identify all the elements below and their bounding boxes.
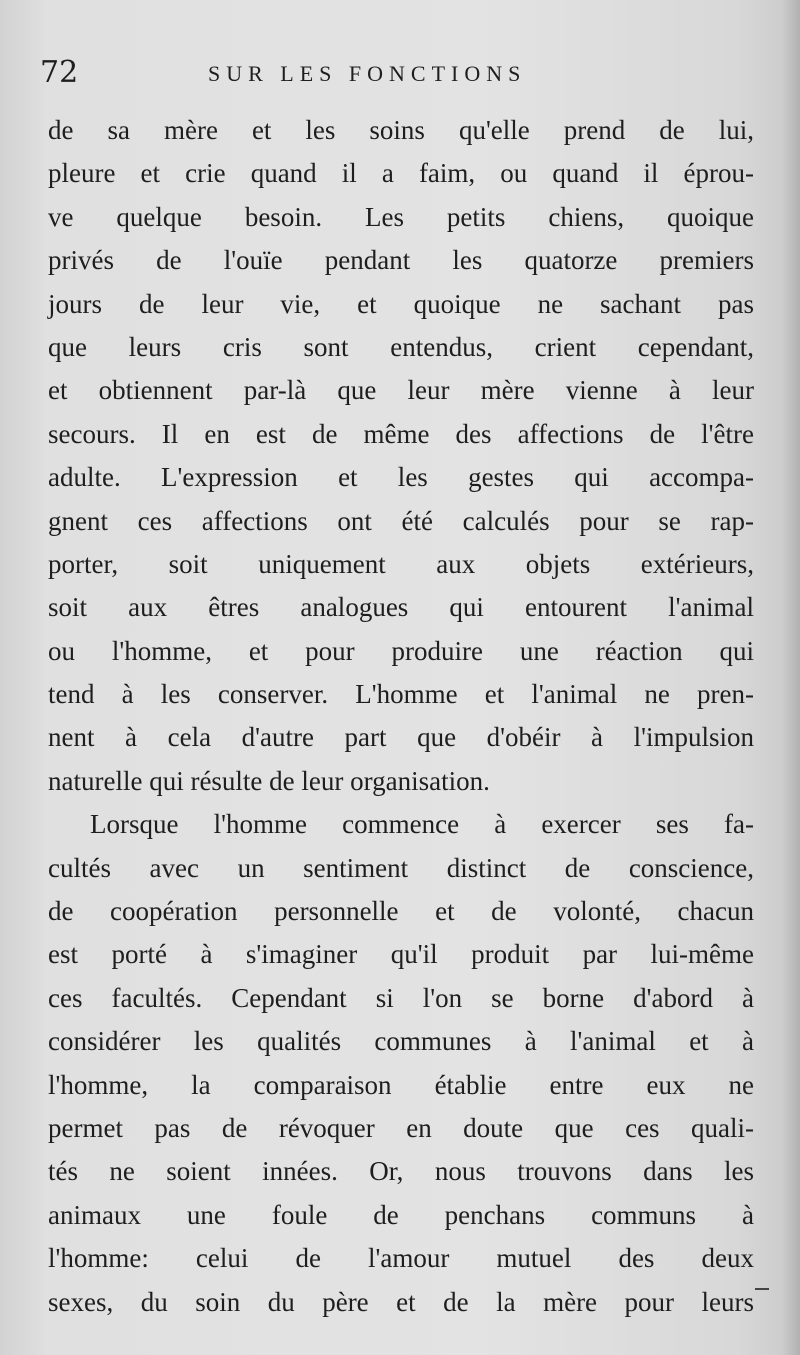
text-line: que leurs cris sont entendus, crient cependant, [48, 331, 754, 362]
text-line: gnent ces affections ont été calculés pour se rap- [48, 505, 754, 536]
text-line: adulte. L'expression et les gestes qui accompa- [48, 462, 754, 493]
text-line: ve quelque besoin. Les petits chiens, quoique [48, 201, 754, 232]
text-line: de sa mère et les soins qu'elle prend de lui, [48, 115, 754, 145]
text-line: et obtiennent par-là que leur mère vienne à leur [48, 375, 754, 406]
text-line: sexes, du soin du père et de la mère pour leurs [48, 1286, 754, 1317]
text-line: jours de leur vie, et quoique ne sachant pas [48, 288, 754, 319]
text-line: est porté à s'imaginer qu'il produit par lui-même [48, 939, 754, 970]
text-line: ces facultés. Cependant si l'on se borne d'abord à [48, 982, 754, 1013]
text-line: animaux une foule de penchans communs à [48, 1199, 754, 1230]
running-head: SUR LES FONCTIONS [208, 61, 527, 86]
text-line: cultés avec un sentiment distinct de conscience, [48, 852, 754, 883]
text-line: permet pas de révoquer en doute que ces quali- [48, 1112, 754, 1143]
text-line: privés de l'ouïe pendant les quatorze premiers [48, 245, 754, 276]
text-line: ou l'homme, et pour produire une réaction qui [48, 635, 754, 666]
hyphen-mark [755, 1288, 769, 1290]
text-line: tend à les conserver. L'homme et l'animal ne pren- [48, 679, 754, 710]
page-edge-shadow [782, 0, 800, 1355]
text-line: secours. Il en est de même des affections de l'être [48, 418, 754, 449]
text-line: porter, soit uniquement aux objets extérieurs, [48, 548, 754, 579]
page-number: 72 [40, 55, 79, 90]
body-text [48, 109, 754, 1324]
text-line: considérer les qualités communes à l'animal et à [48, 1026, 754, 1057]
text-line: nent à cela d'autre part que d'obéir à l'impulsion [48, 722, 754, 753]
text-line: pleure et crie quand il a faim, ou quand il éprou- [48, 158, 754, 189]
text-line: l'homme, la comparaison établie entre eux ne [48, 1069, 754, 1100]
text-line: de coopération personnelle et de volonté, chacun [48, 896, 754, 927]
paragraph-end-line: naturelle qui résulte de leur organisation. [48, 765, 490, 796]
text-line: l'homme: celui de l'amour mutuel des deux [48, 1243, 754, 1274]
page-header [40, 55, 760, 95]
text-line: soit aux êtres analogues qui entourent l'animal [48, 592, 754, 623]
paragraph-start-line: Lorsque l'homme commence à exercer ses fa- [90, 809, 754, 840]
text-line: tés ne soient innées. Or, nous trouvons dans les [48, 1156, 754, 1187]
